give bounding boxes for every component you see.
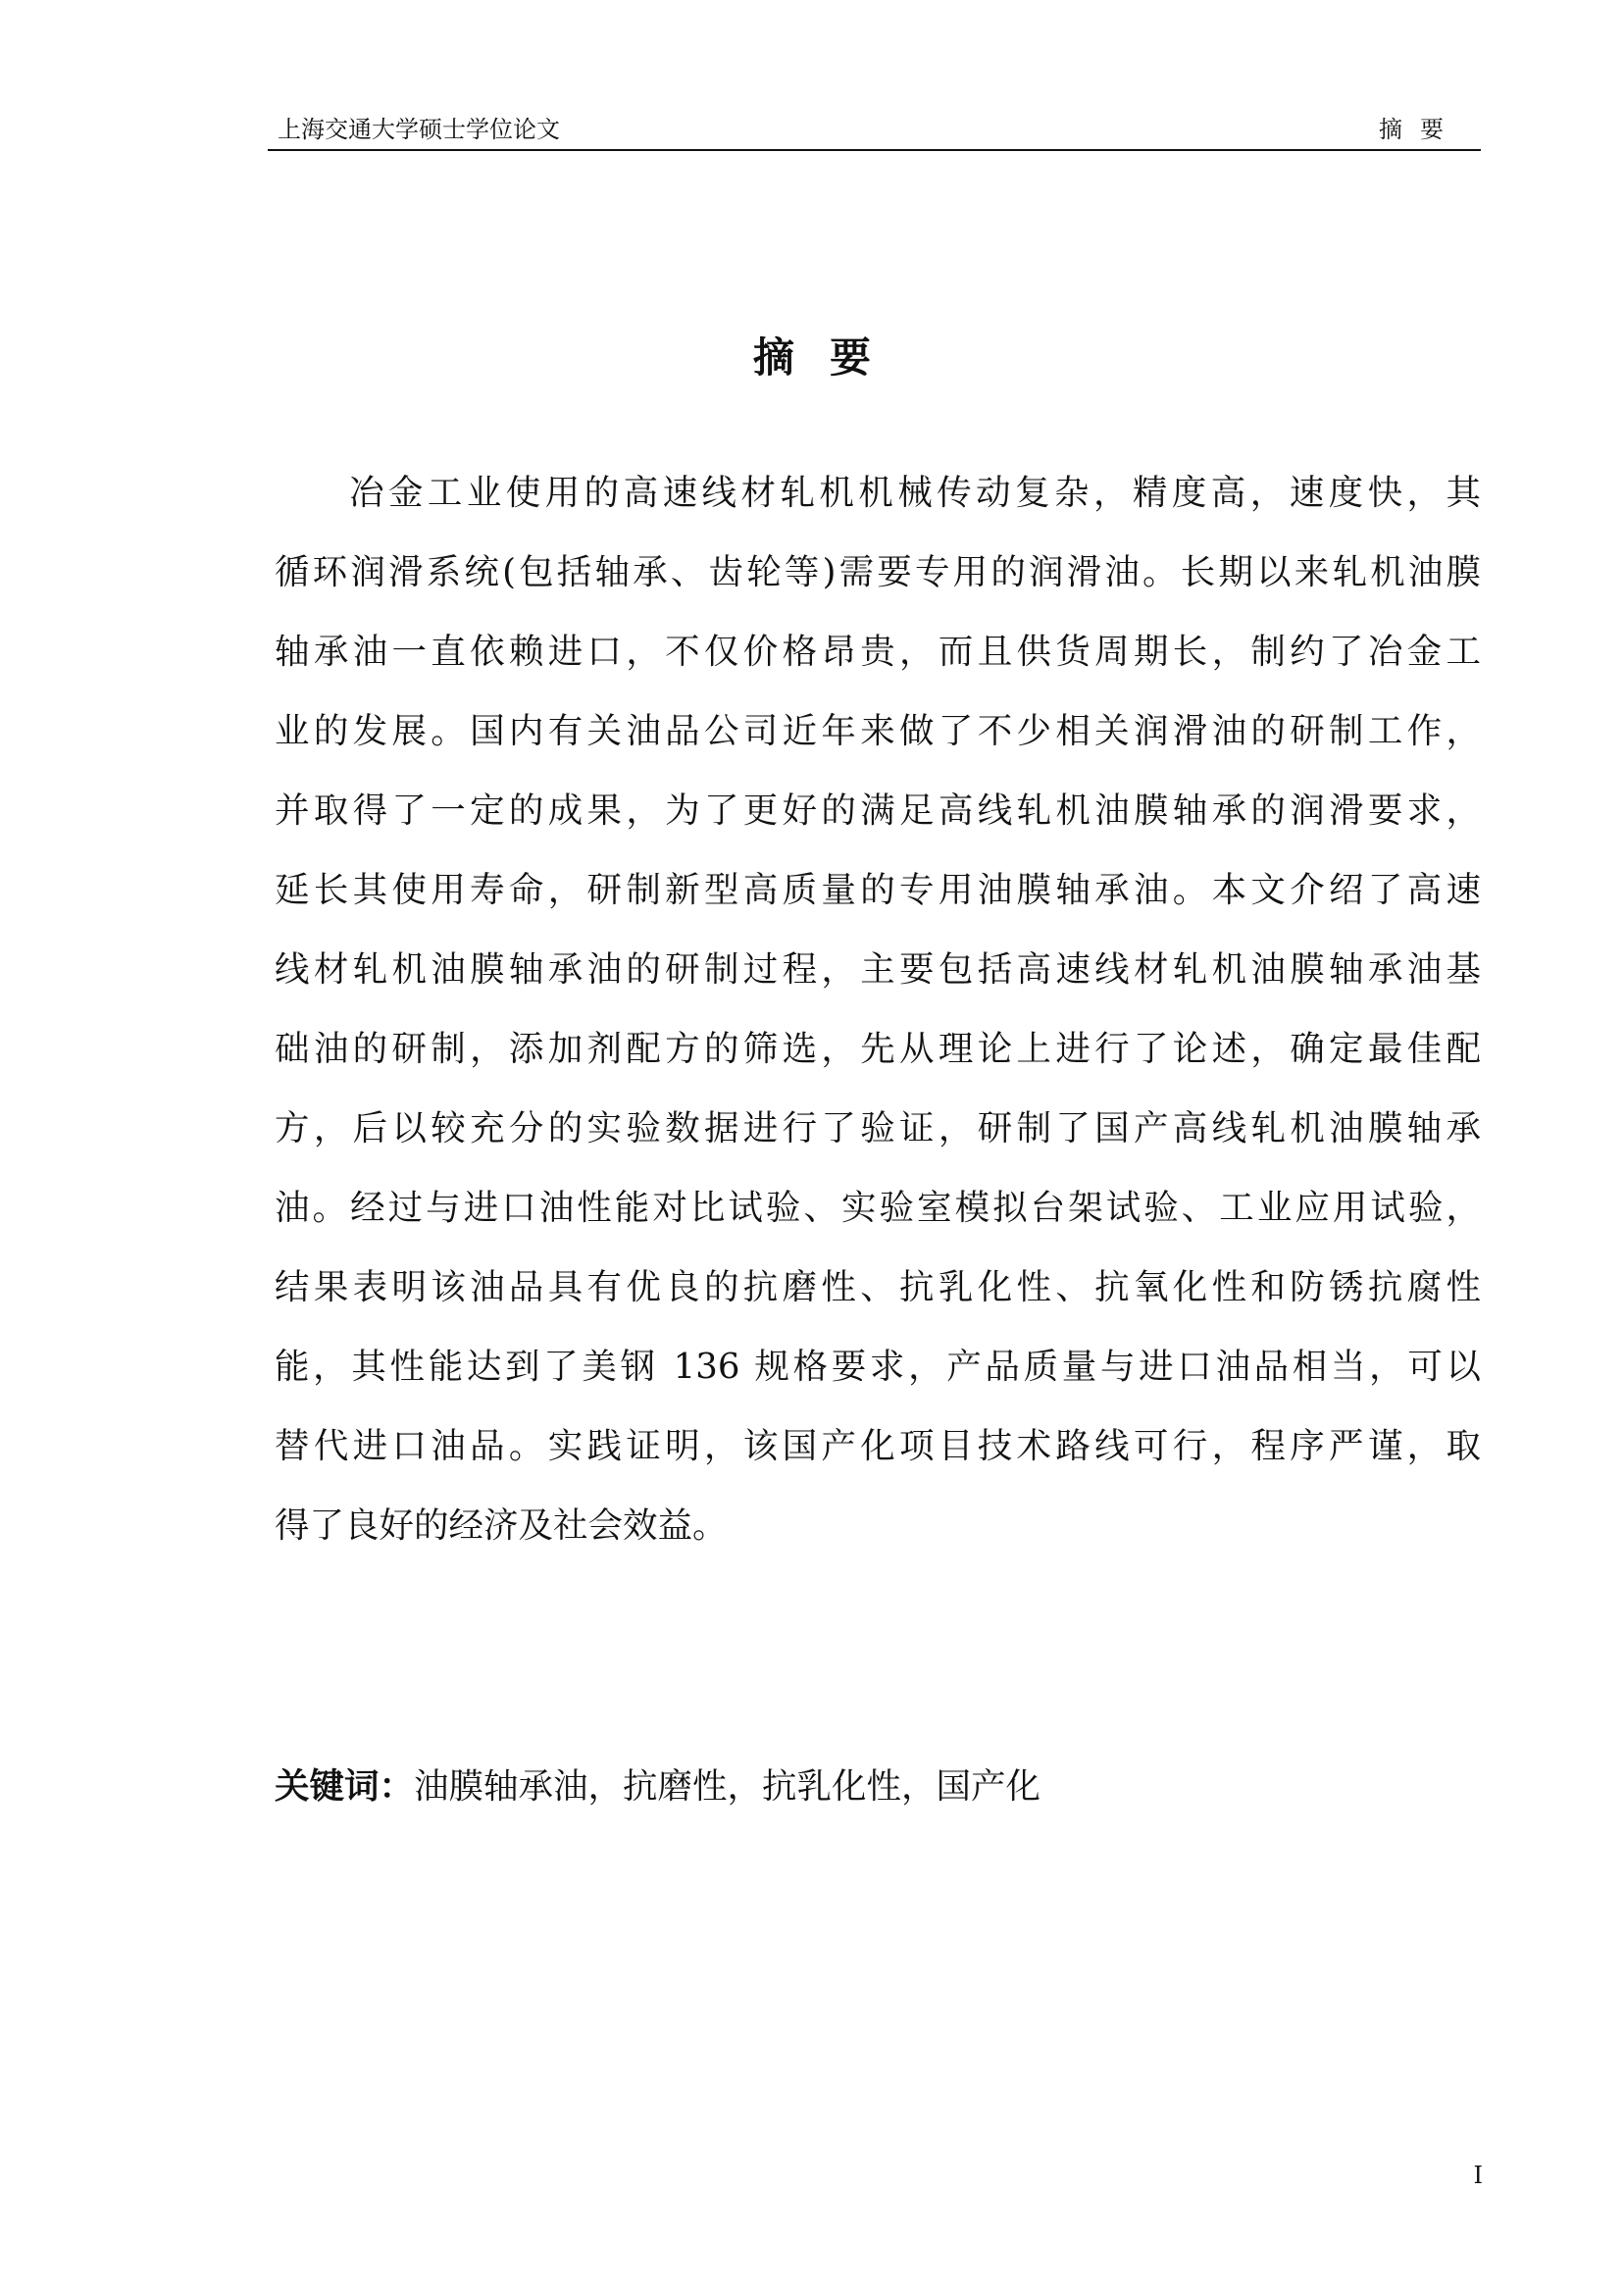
- header-thesis-title: 上海交通大学硕士学位论文: [278, 116, 560, 143]
- header-section-name: 摘要: [1379, 116, 1461, 143]
- abstract-line: 延长其使用寿命，研制新型高质量的专用油膜轴承油。本文介绍了高速: [275, 870, 1481, 910]
- abstract-line: 方，后以较充分的实验数据进行了验证，研制了国产高线轧机油膜轴承: [275, 1108, 1481, 1148]
- abstract-line: 冶金工业使用的高速线材轧机机械传动复杂，精度高，速度快，其: [349, 473, 1481, 513]
- abstract-line: 结果表明该油品具有优良的抗磨性、抗乳化性、抗氧化性和防锈抗腐性: [275, 1267, 1481, 1307]
- abstract-line: 循环润滑系统(包括轴承、齿轮等)需要专用的润滑油。长期以来轧机油膜: [275, 552, 1481, 592]
- page-number: I: [1473, 2162, 1483, 2189]
- abstract-line: 并取得了一定的成果，为了更好的满足高线轧机油膜轴承的润滑要求，: [275, 790, 1481, 831]
- keywords-value: 油膜轴承油，抗磨性，抗乳化性，国产化: [414, 1766, 1041, 1807]
- header-rule: [268, 149, 1481, 151]
- abstract-line: 轴承油一直依赖进口，不仅价格昂贵，而且供货周期长，制约了冶金工: [275, 632, 1481, 672]
- abstract-line: 础油的研制，添加剂配方的筛选，先从理论上进行了论述，确定最佳配: [275, 1029, 1481, 1069]
- keywords: [275, 1758, 1040, 1816]
- abstract-line: 线材轧机油膜轴承油的研制过程，主要包括高速线材轧机油膜轴承油基: [275, 949, 1481, 990]
- abstract-line: 油。经过与进口油性能对比试验、实验室模拟台架试验、工业应用试验，: [275, 1188, 1481, 1228]
- abstract-line: 能，其性能达到了美钢 136 规格要求，产品质量与进口油品相当，可以: [275, 1347, 1481, 1387]
- running-header: [268, 110, 1481, 149]
- abstract-body: [275, 464, 1481, 1576]
- abstract-line: 业的发展。国内有关油品公司近年来做了不少相关润滑油的研制工作，: [275, 711, 1481, 751]
- abstract-line: 得了良好的经济及社会效益。: [275, 1505, 728, 1546]
- keywords-label: 关键词：: [275, 1766, 415, 1807]
- page-title: 摘要: [752, 333, 906, 382]
- abstract-line: 替代进口油品。实践证明，该国产化项目技术路线可行，程序严谨，取: [275, 1426, 1481, 1466]
